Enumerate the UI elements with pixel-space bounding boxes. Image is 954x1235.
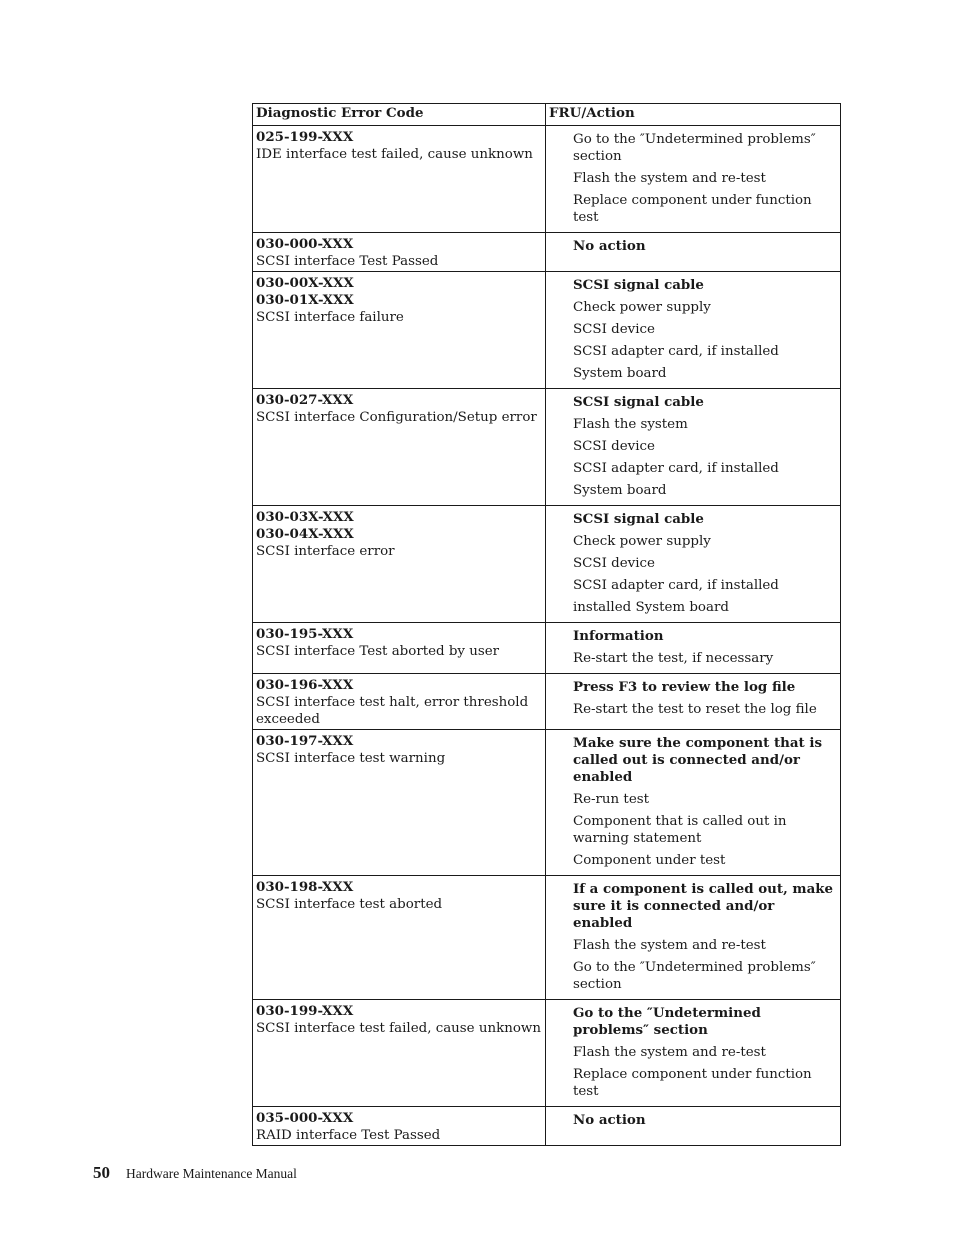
error-description: SCSI interface test aborted (256, 897, 443, 912)
error-code-cell (253, 1000, 546, 1107)
action-item: Replace component under function test (573, 1067, 812, 1099)
fru-action-cell (546, 506, 841, 623)
action-list (573, 628, 834, 667)
action-item: Flash the system (573, 417, 688, 432)
action-item: No action (573, 238, 646, 254)
action-item: System board (573, 483, 667, 498)
table-row (253, 506, 841, 623)
error-code-cell (253, 126, 546, 233)
error-code: 030-00X-XXX (256, 275, 354, 291)
error-code: 030-027-XXX (256, 392, 354, 408)
action-item: Flash the system and re-test (573, 938, 766, 953)
page-footer (93, 1163, 297, 1183)
action-list (573, 735, 834, 869)
error-code-cell (253, 730, 546, 876)
action-list (573, 1005, 834, 1100)
fru-action-cell (546, 730, 841, 876)
error-description: SCSI interface Test aborted by user (256, 644, 500, 659)
table-row (253, 876, 841, 1000)
action-item: Go to the ″Undetermined problems″ section (573, 1005, 761, 1038)
action-item: SCSI adapter card, if installed (573, 578, 779, 593)
action-item: Re-start the test to reset the log file (573, 702, 817, 717)
table-row (253, 233, 841, 272)
header-diagnostic-error-code: Diagnostic Error Code (253, 104, 546, 126)
error-code: 030-198-XXX (256, 879, 354, 895)
error-code-cell (253, 233, 546, 272)
action-list (573, 881, 834, 993)
error-code-cell (253, 876, 546, 1000)
action-item: Replace component under function test (573, 193, 812, 225)
table-row (253, 389, 841, 506)
action-list (573, 131, 834, 226)
fru-action-cell (546, 674, 841, 730)
error-code-cell (253, 1107, 546, 1146)
action-list (573, 277, 834, 382)
error-code: 030-199-XXX (256, 1003, 354, 1019)
table-row (253, 272, 841, 389)
error-code: 030-195-XXX (256, 626, 354, 642)
fru-action-cell (546, 389, 841, 506)
error-description: IDE interface test failed, cause unknown (256, 147, 533, 162)
fru-action-cell (546, 272, 841, 389)
table-row (253, 1107, 841, 1146)
error-code: 030-000-XXX (256, 236, 354, 252)
error-description: SCSI interface test failed, cause unknown (256, 1021, 541, 1036)
error-code-cell (253, 389, 546, 506)
error-description: SCSI interface Test Passed (256, 254, 439, 269)
action-list (573, 394, 834, 499)
header-fru-action: FRU/Action (546, 104, 841, 126)
table-body (253, 126, 841, 1146)
diagnostic-error-table (252, 103, 841, 1146)
action-item: SCSI adapter card, if installed (573, 461, 779, 476)
error-description: SCSI interface failure (256, 310, 404, 325)
error-code-cell (253, 674, 546, 730)
action-list (573, 511, 834, 616)
error-description: RAID interface Test Passed (256, 1128, 441, 1143)
fru-action-cell (546, 126, 841, 233)
action-list (573, 238, 834, 255)
action-item: Go to the ″Undetermined problems″ section (573, 132, 816, 164)
error-description: SCSI interface test warning (256, 751, 446, 766)
table-header-row (253, 104, 841, 126)
table-row (253, 674, 841, 730)
action-item: SCSI device (573, 322, 655, 337)
action-item: Go to the ″Undetermined problems″ section (573, 960, 816, 992)
action-item: Make sure the component that is called out is connected and/or enabled (573, 735, 823, 785)
action-item: Check power supply (573, 534, 711, 549)
action-item: Check power supply (573, 300, 711, 315)
table-row (253, 730, 841, 876)
action-item: SCSI signal cable (573, 277, 704, 293)
error-code: 025-199-XXX (256, 129, 354, 145)
action-item: If a component is called out, make sure it is connected and/or enabled (573, 881, 834, 931)
fru-action-cell (546, 623, 841, 674)
error-code: 030-196-XXX (256, 677, 354, 693)
action-item: Re-start the test, if necessary (573, 651, 774, 666)
error-code: 030-03X-XXX (256, 509, 354, 525)
error-code: 030-01X-XXX (256, 292, 354, 308)
action-list (573, 1112, 834, 1129)
manual-title: Hardware Maintenance Manual (126, 1166, 297, 1181)
action-item: installed System board (573, 600, 729, 615)
action-item: Press F3 to review the log file (573, 679, 796, 695)
error-description: SCSI interface Configuration/Setup error (256, 410, 537, 425)
action-item: Flash the system and re-test (573, 1045, 766, 1060)
table-row (253, 623, 841, 674)
action-item: SCSI signal cable (573, 394, 704, 410)
fru-action-cell (546, 876, 841, 1000)
table-row (253, 126, 841, 233)
action-item: SCSI device (573, 556, 655, 571)
action-list (573, 679, 834, 718)
error-code-cell (253, 506, 546, 623)
action-item: No action (573, 1112, 646, 1128)
action-item: Re-run test (573, 792, 649, 807)
action-item: SCSI adapter card, if installed (573, 344, 779, 359)
table-row (253, 1000, 841, 1107)
fru-action-cell (546, 233, 841, 272)
action-item: Component that is called out in warning statement (573, 814, 787, 846)
action-item: Information (573, 628, 664, 644)
action-item: SCSI device (573, 439, 655, 454)
error-code: 030-197-XXX (256, 733, 354, 749)
fru-action-cell (546, 1000, 841, 1107)
page-number: 50 (93, 1163, 110, 1182)
error-code-cell (253, 272, 546, 389)
error-code-cell (253, 623, 546, 674)
error-code: 030-04X-XXX (256, 526, 354, 542)
error-description: SCSI interface error (256, 544, 395, 559)
action-item: Flash the system and re-test (573, 171, 766, 186)
action-item: SCSI signal cable (573, 511, 704, 527)
fru-action-cell (546, 1107, 841, 1146)
action-item: System board (573, 366, 667, 381)
action-item: Component under test (573, 853, 726, 868)
error-description: SCSI interface test halt, error threshold exceeded (256, 695, 529, 727)
error-code: 035-000-XXX (256, 1110, 354, 1126)
